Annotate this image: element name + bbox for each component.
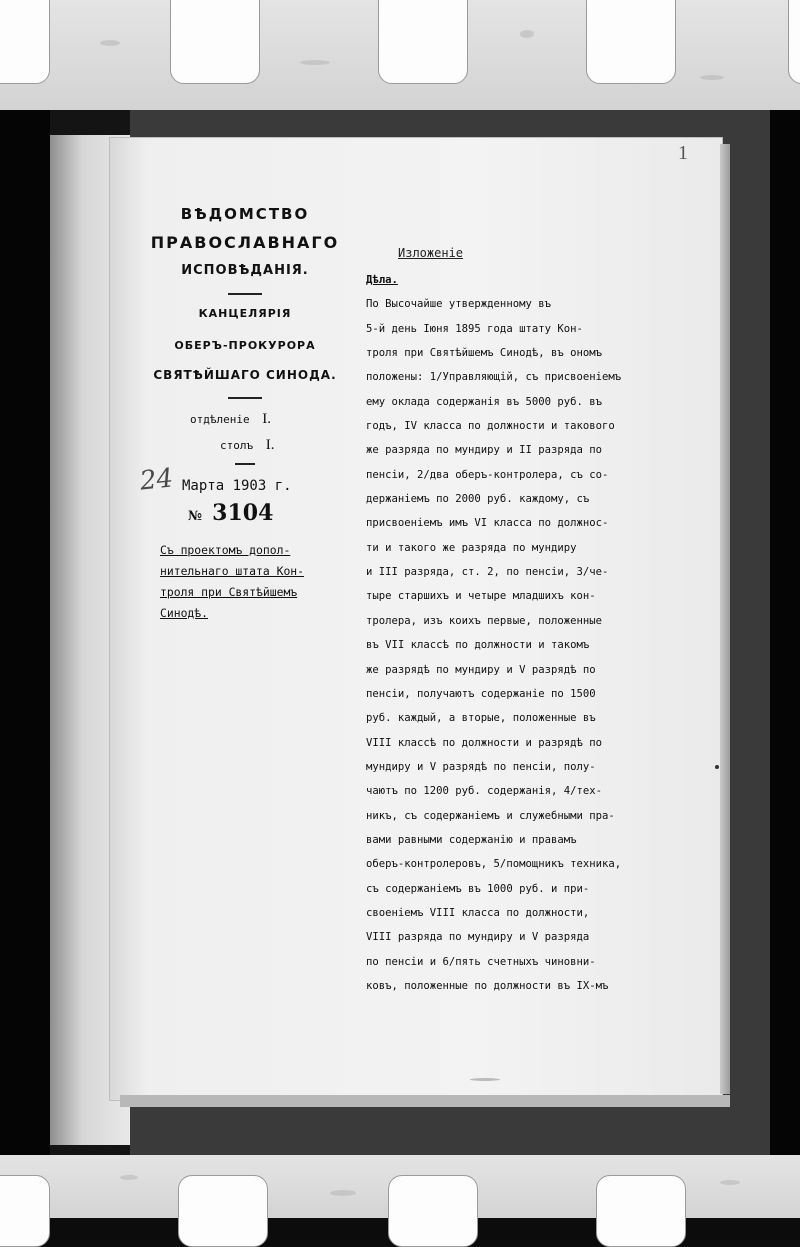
body-line: тыре старшихъ и четыре младшихъ кон- [366, 590, 596, 603]
page-stack-edge [720, 144, 730, 1094]
table-field [220, 437, 275, 454]
body-line: оберъ-контролеровъ, 5/помощникъ техника, [366, 858, 622, 871]
body-line: въ VII классѣ по должности и такомъ [366, 639, 590, 652]
body-lead: Дѣла. [366, 274, 398, 286]
section-heading: Изложеніе [398, 246, 464, 260]
body-line: Дѣла. По Высочайше утвержденному въ [366, 268, 711, 317]
body-line: пенсіи, получаютъ содержаніе по 1500 [366, 687, 596, 700]
body-line: чаютъ по 1200 руб. содержанія, 4/тех- [366, 785, 602, 798]
body-line: руб. каждый, а вторые, положенные въ [366, 712, 596, 725]
body-line: же разряда по мундиру и II разряда по [366, 444, 602, 457]
department-label: отдѣленіе [190, 413, 250, 426]
letterhead-line: ИСПОВѢДАНІЯ. [181, 263, 309, 278]
handwritten-day: 24 [138, 463, 175, 497]
letterhead-divider [228, 293, 262, 295]
department-number: I. [262, 411, 271, 427]
department-field [190, 411, 271, 428]
film-perforation [788, 0, 800, 84]
table-number: I. [265, 437, 275, 453]
subject-line: Синодѣ. [160, 606, 209, 620]
body-line: своеніемъ VIII класса по должности, [366, 906, 590, 919]
body-line: по пенсіи и 6/пять счетныхъ чиновни- [366, 955, 596, 968]
letterhead-divider [228, 397, 262, 399]
film-perforation [596, 1175, 686, 1247]
body-line: положены: 1/Управляющій, съ присвоеніемъ [366, 371, 622, 384]
film-strip-bottom [0, 1155, 800, 1218]
body-line: VIII разряда по мундиру и V разряда [366, 931, 590, 944]
subject-line: Съ проектомъ допол- [160, 543, 291, 557]
scan-border-right [768, 110, 800, 1155]
body-line: пенсіи, 2/два оберъ-контролера, съ со- [366, 468, 609, 481]
film-perforation [586, 0, 676, 84]
film-perforation [178, 1175, 268, 1247]
film-perforation [0, 1175, 50, 1247]
body-line: держаніемъ по 2000 руб. каждому, съ [366, 493, 590, 506]
table-label: столъ [220, 439, 254, 452]
body-line: съ содержаніемъ въ 1000 руб. и при- [366, 882, 590, 895]
body-line: присвоеніемъ имъ VI класса по должнос- [366, 517, 609, 530]
margin-speck [715, 765, 719, 769]
subject-line: троля при Святѣйшемъ [160, 585, 298, 599]
film-perforation [0, 0, 50, 84]
subject-block [160, 540, 340, 624]
scan-border-left [0, 110, 50, 1155]
page-smudge [470, 1078, 500, 1081]
body-line: 5-й день Іюня 1895 года штату Кон- [366, 322, 583, 335]
body-line: годъ, IV класса по должности и такового [366, 420, 615, 433]
body-line: мундиру и V разрядѣ по пенсіи, полу- [366, 760, 596, 773]
number-sign: № [188, 509, 203, 524]
body-line: и III разряда, ст. 2, по пенсіи, 3/че- [366, 566, 609, 579]
letterhead-line: ПРАВОСЛАВНАГО [150, 233, 340, 252]
page-number: 1 [678, 142, 688, 164]
letterhead-divider [235, 463, 255, 465]
page-bottom-edge [120, 1095, 730, 1107]
document-date: Марта 1903 г. [182, 478, 292, 494]
body-line: ковъ, положенные по должности въ IX-мъ [366, 979, 609, 992]
letterhead-line: КАНЦЕЛЯРІЯ [198, 307, 292, 320]
document-number-value: 3104 [212, 500, 274, 526]
body-line: троля при Святѣйшемъ Синодѣ, въ ономъ [366, 347, 602, 360]
body-line: ему оклада содержанія въ 5000 руб. въ [366, 395, 602, 408]
film-strip-top [0, 0, 800, 110]
body-line: ти и такого же разряда по мундиру [366, 541, 577, 554]
body-line: тролера, изъ коихъ первые, положенные [366, 614, 602, 627]
letterhead-line: СВЯТѢЙШАГО СИНОДА. [153, 368, 337, 382]
letterhead-line: ОБЕРЪ-ПРОКУРОРА [174, 339, 316, 352]
body-line: вами равными содержанію и правамъ [366, 833, 577, 846]
document-number [188, 500, 273, 526]
body-line: никъ, съ содержаніемъ и служебными пра- [366, 809, 615, 822]
film-perforation [378, 0, 468, 84]
letterhead-line: ВѢДОМСТВО [180, 205, 310, 223]
subject-line: нительнаго штата Кон- [160, 564, 305, 578]
body-text [366, 268, 711, 998]
film-perforation [170, 0, 260, 84]
body-line: же разрядѣ по мундиру и V разрядѣ по [366, 663, 596, 676]
body-line: VIII классѣ по должности и разрядѣ по [366, 736, 602, 749]
film-perforation [388, 1175, 478, 1247]
